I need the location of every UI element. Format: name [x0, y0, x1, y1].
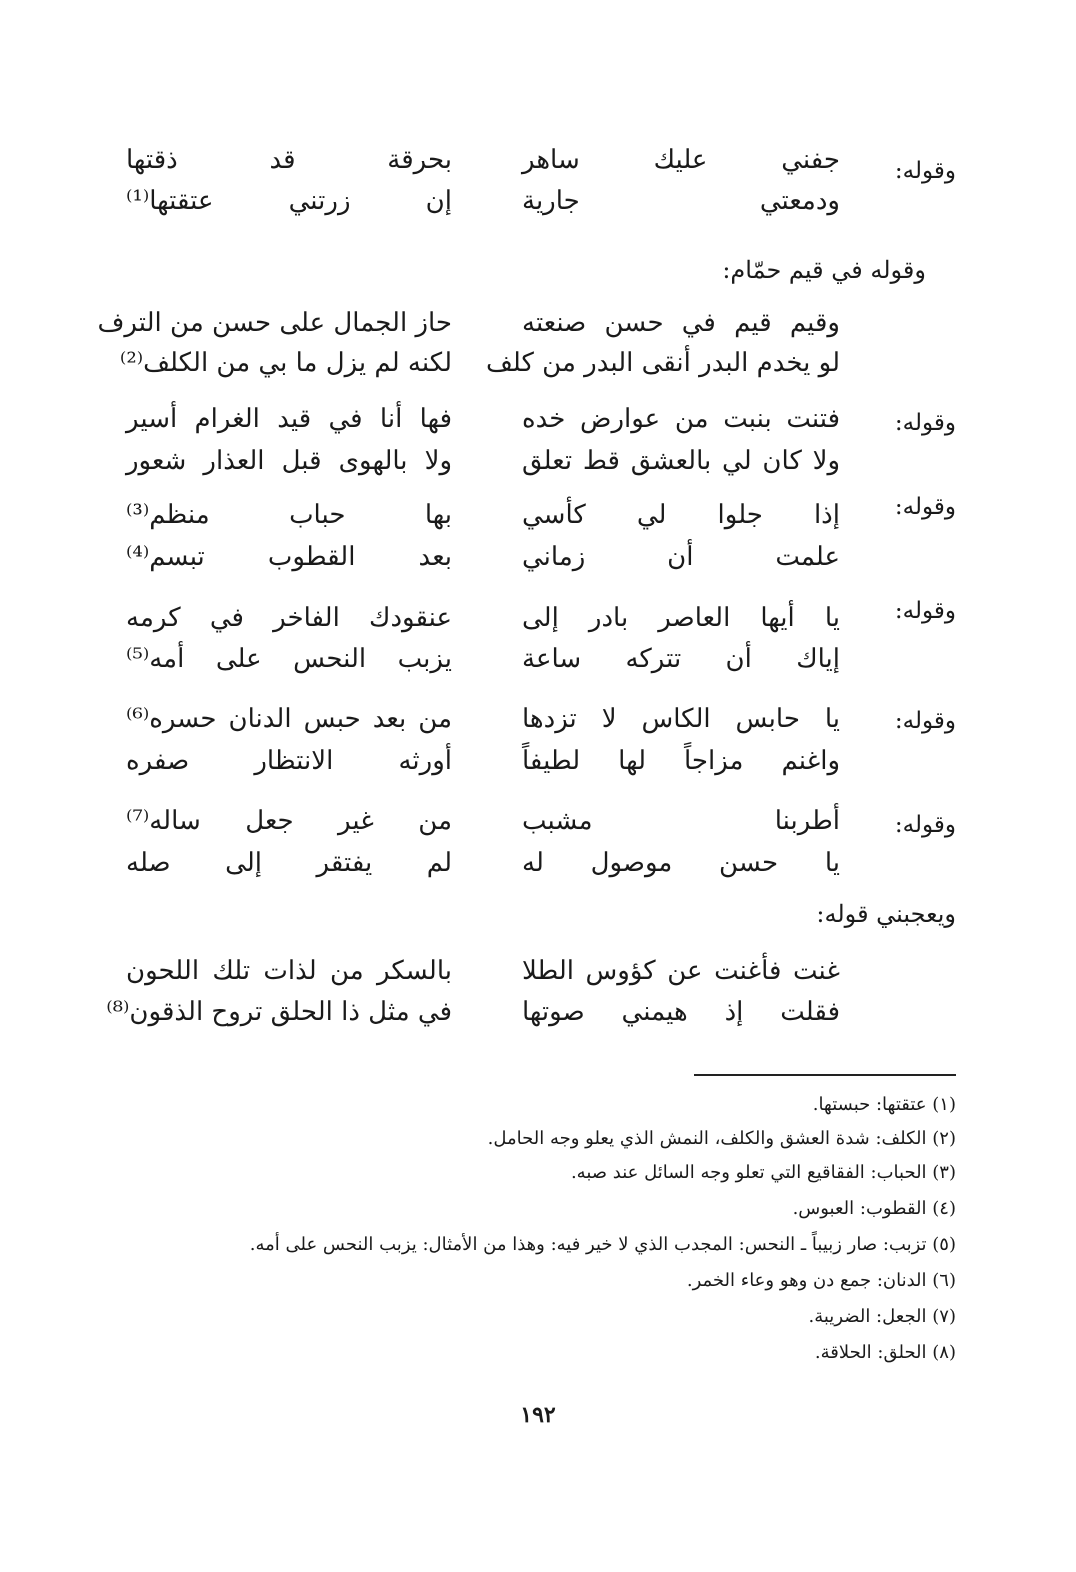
footnote: (٦) الدنان: جمع دن وهو وعاء الخمر. — [686, 1270, 956, 1291]
footnote: (٨) الحلق: الحلاقة. — [814, 1342, 956, 1363]
verse-second-hemistich: من بعد حبس الدنان حسره⁽⁶⁾ — [126, 704, 452, 734]
verse-second-hemistich: بالسكر من لذات تلك اللحون — [126, 956, 452, 986]
verse-second-hemistich: عنقودك الفاخر في كرمه — [126, 603, 452, 633]
section-intro: وقوله في قيم حمّام: — [722, 256, 926, 284]
verse-first-hemistich: جفني عليك ساهر — [522, 145, 840, 175]
footnote: (٢) الكلف: شدة العشق والكلف، النمش الذي يعلو وجه الحامل. — [487, 1128, 956, 1149]
verse-first-hemistich: ودمعتي جارية — [522, 186, 840, 216]
section-intro: ويعجبني قوله: — [816, 900, 956, 928]
page-number: ١٩٢ — [520, 1402, 556, 1428]
verse-first-hemistich: إياك أن تتركه ساعة — [522, 644, 840, 674]
stanza-label: وقوله: — [894, 494, 956, 520]
verse-second-hemistich: أورثه الانتظار صفره — [126, 746, 452, 776]
verse-second-hemistich: بها حباب منظم⁽³⁾ — [126, 500, 452, 530]
footnote: (٧) الجعل: الضريبة. — [808, 1306, 956, 1327]
verse-first-hemistich: يا حسن موصول له — [522, 848, 840, 878]
verse-first-hemistich: وقيم قيم في حسن صنعته — [522, 308, 840, 338]
verse-second-hemistich: لكنه لم يزل ما بي من الكلف⁽²⁾ — [119, 348, 452, 378]
verse-first-hemistich: ولا كان لي بالعشق قط تعلق — [522, 446, 840, 476]
stanza-label: وقوله: — [894, 158, 956, 184]
footnote-separator — [694, 1074, 956, 1076]
stanza-label: وقوله: — [894, 708, 956, 734]
verse-second-hemistich: حاز الجمال على حسن من الترف — [97, 308, 452, 338]
verse-second-hemistich: فها أنا في قيد الغرام أسير — [126, 404, 452, 434]
verse-first-hemistich: أطربنا مشبب — [522, 806, 840, 836]
footnote: (١) عتقتها: حبستها. — [812, 1094, 956, 1115]
verse-second-hemistich: لم يفتقر إلى صله — [126, 848, 452, 878]
verse-first-hemistich: غنت فأغنت عن كؤوس الطلا — [522, 956, 840, 986]
verse-first-hemistich: يا أيها العاصر بادر إلى — [522, 603, 840, 633]
verse-second-hemistich: بعد القطوب تبسم⁽⁴⁾ — [126, 542, 452, 572]
verse-second-hemistich: ولا بالهوى قبل العذار شعور — [126, 446, 452, 476]
verse-first-hemistich: علمت أن زماني — [522, 542, 840, 572]
verse-first-hemistich: يا حابس الكاس لا تزدها — [522, 704, 840, 734]
verse-first-hemistich: واغنم مزاجاً لها لطيفاً — [522, 746, 840, 776]
footnote: (٥) تزبب: صار زبيباً ـ النحس: المجدب الذي لا خير فيه: وهذا من الأمثال: يزبب النحس على أمه. — [249, 1234, 956, 1255]
verse-first-hemistich: فتنت بنبت من عوارض خده — [522, 404, 840, 434]
stanza-label: وقوله: — [894, 812, 956, 838]
verse-first-hemistich: إذا جلوا لي كأسي — [522, 500, 840, 530]
verse-first-hemistich: لو يخدم البدر أنقى البدر من كلف — [486, 348, 840, 378]
verse-second-hemistich: يزبب النحس على أمه⁽⁵⁾ — [126, 644, 452, 674]
verse-second-hemistich: في مثل ذا الحلق تروح الذقون⁽⁸⁾ — [106, 997, 452, 1027]
verse-second-hemistich: من غير جعل ساله⁽⁷⁾ — [126, 806, 452, 836]
footnote: (٤) القطوب: العبوس. — [792, 1198, 956, 1219]
stanza-label: وقوله: — [894, 410, 956, 436]
footnote: (٣) الحباب: الفقاقيع التي تعلو وجه السائل عند صبه. — [570, 1162, 956, 1183]
verse-first-hemistich: فقلت إذ هيمني صوتها — [522, 997, 840, 1027]
verse-second-hemistich: بحرقة قد ذقتها — [126, 145, 452, 175]
verse-second-hemistich: إن زرتني عتقتها⁽¹⁾ — [126, 186, 452, 216]
stanza-label: وقوله: — [894, 598, 956, 624]
